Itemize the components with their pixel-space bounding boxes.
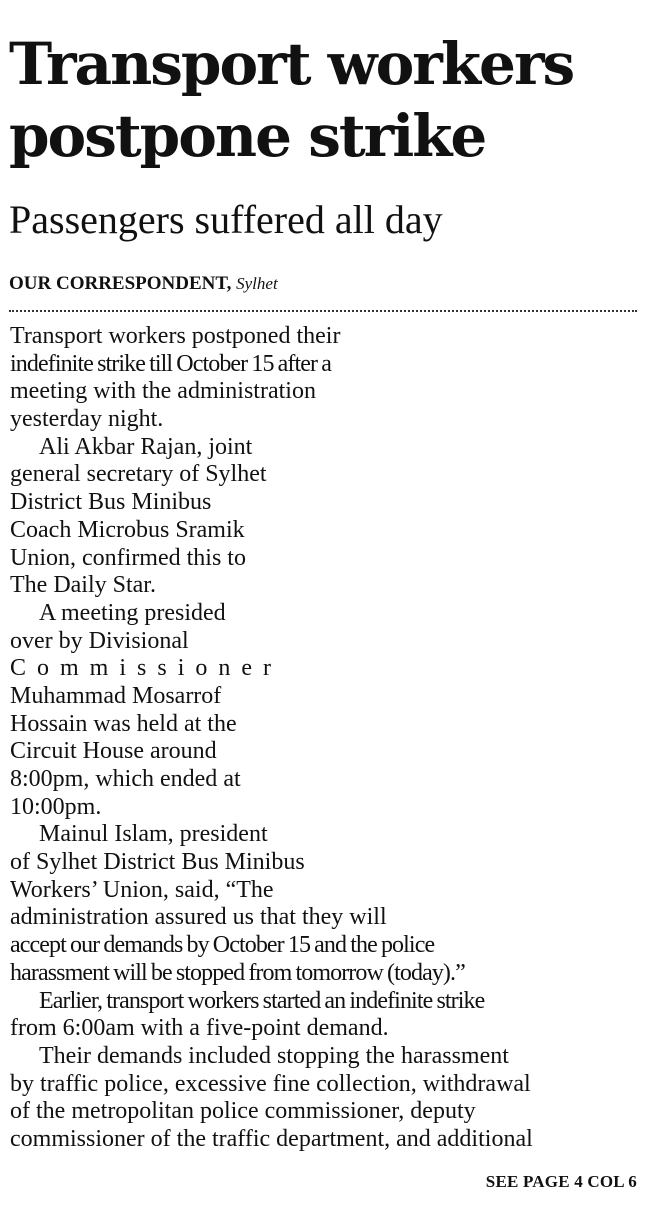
article-body-line-14 — [10, 683, 279, 711]
body-word: Coach — [10, 516, 72, 543]
headline-line-2: postpone strike — [9, 102, 486, 170]
body-word: demands — [96, 1042, 183, 1069]
body-word: Islam, — [114, 821, 174, 848]
article-body-line-3: meeting with the administration — [10, 378, 316, 405]
article-body — [10, 323, 640, 1154]
body-word: police, — [104, 1070, 169, 1097]
article-body-line-5 — [10, 434, 323, 462]
body-word: harassment — [400, 1042, 509, 1069]
article-body-line-24: harassment will be stopped from tomorrow (today).” — [10, 959, 465, 986]
article-body-line-15: Hossain was held at the — [10, 710, 237, 737]
article-body-line-13: Commissioner — [10, 655, 283, 682]
body-word: collection, — [316, 1070, 417, 1097]
article-body-line-4: yesterday night. — [10, 406, 164, 433]
body-word: withdrawal — [422, 1070, 531, 1097]
body-word: District — [10, 489, 82, 516]
article-body-line-18: 10:00pm. — [10, 793, 102, 820]
body-word: 8:00pm, — [10, 766, 90, 792]
body-word: which — [95, 766, 154, 792]
body-word: Transport — [10, 323, 103, 349]
article-body-line-27 — [10, 1043, 638, 1071]
body-word: Their — [39, 1042, 91, 1069]
article-body-line-25: Earlier, transport workers started an indefinite strike — [39, 987, 485, 1014]
body-word: their — [296, 323, 341, 349]
body-word: House — [82, 738, 144, 765]
body-word: said, — [174, 876, 220, 903]
body-word: department, — [276, 1125, 391, 1152]
body-word: by — [58, 627, 83, 654]
body-word: stopping — [276, 1042, 360, 1069]
article-body-line-10: The Daily Star. — [10, 572, 156, 599]
body-word: presided — [144, 599, 226, 626]
body-word: postponed — [191, 323, 291, 349]
article-body-line-9: Union, confirmed this to — [10, 544, 246, 571]
article-body-line-11 — [10, 600, 275, 628]
body-word: Sramik — [175, 516, 245, 543]
article-body-line-22: administration assured us that they will — [10, 904, 387, 931]
body-word: around — [149, 738, 217, 765]
article-body-line-12 — [10, 628, 276, 656]
body-word: Rajan, — [140, 433, 203, 460]
body-word: and — [396, 1125, 431, 1152]
article-body-line-6: general secretary of Sylhet — [10, 461, 267, 488]
body-word: Circuit — [10, 738, 77, 765]
body-word: deputy — [410, 1098, 476, 1125]
body-word: Minibus — [131, 489, 212, 516]
article-body-line-8 — [10, 517, 301, 545]
article-body-line-20: of Sylhet District Bus Minibus — [10, 849, 305, 876]
body-word: Akbar — [74, 433, 135, 460]
article-headline — [9, 28, 641, 172]
body-word: police — [199, 1098, 259, 1125]
body-word: traffic — [40, 1070, 99, 1097]
body-word: the — [176, 1125, 206, 1152]
body-word: Mainul — [39, 821, 109, 848]
article-body-line-16 — [10, 738, 296, 766]
correspondent-location: Sylhet — [236, 274, 278, 293]
article-body-line-21 — [10, 877, 406, 905]
article-subheadline: Passengers suffered all day — [9, 197, 443, 242]
continuation-reference: SEE PAGE 4 COL 6 — [485, 1172, 637, 1191]
body-word: over — [10, 627, 53, 654]
body-word: commissioner — [10, 1125, 145, 1152]
body-word: “The — [225, 876, 274, 903]
body-word: ended — [160, 766, 218, 792]
body-word: Bus — [88, 489, 126, 516]
article-body-line-2: indefinite strike till October 15 after a — [10, 350, 331, 377]
article-body-line-29 — [10, 1098, 638, 1126]
body-word: Muhammad — [10, 682, 126, 709]
article-body-line-1 — [10, 323, 448, 351]
body-word: of — [150, 1125, 171, 1152]
body-word: fine — [272, 1070, 311, 1097]
body-word: Microbus — [77, 516, 170, 543]
body-word: traffic — [211, 1125, 271, 1152]
body-word: Mosarrof — [131, 682, 222, 709]
body-word: additional — [436, 1125, 533, 1152]
body-word: meeting — [61, 599, 139, 626]
article-body-line-30 — [10, 1126, 638, 1154]
headline-line-1: Transport workers — [9, 30, 574, 98]
article-body-line-17 — [10, 766, 306, 794]
body-word: metropolitan — [71, 1098, 194, 1125]
body-word: workers — [108, 323, 186, 349]
body-word: of — [10, 1098, 30, 1125]
body-word: Ali — [39, 433, 70, 460]
article-body-line-28 — [10, 1071, 638, 1099]
correspondent-name: OUR CORRESPONDENT, — [9, 273, 232, 294]
dotted-divider — [9, 310, 637, 312]
body-word: Divisional — [88, 627, 189, 654]
body-word: joint — [208, 433, 253, 460]
body-word: the — [36, 1098, 66, 1125]
body-word: excessive — [174, 1070, 267, 1097]
body-word: Union, — [102, 876, 169, 903]
body-word: at — [223, 766, 241, 792]
article-body-line-26: from 6:00am with a five-point demand. — [10, 1015, 389, 1042]
body-word: Workers’ — [10, 876, 97, 903]
article-body-line-7 — [10, 489, 296, 517]
article-byline — [9, 272, 278, 296]
body-word: by — [10, 1070, 34, 1097]
body-word: A — [39, 599, 56, 626]
body-word: commissioner, — [264, 1098, 405, 1125]
article-body-line-19 — [10, 821, 354, 849]
body-word: included — [188, 1042, 271, 1069]
body-word: the — [365, 1042, 395, 1069]
article-body-line-23: accept our demands by October 15 and the police — [10, 932, 435, 959]
body-word: president — [179, 821, 268, 848]
